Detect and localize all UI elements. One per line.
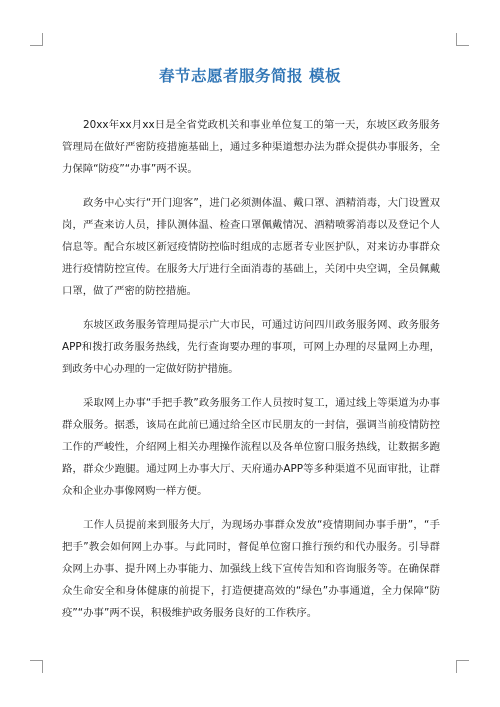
paragraph-1: 20xx年xx月xx日是全省党政机关和事业单位复工的第一天，东坡区政务服务管理局在做好严密防疫措施基础上，通过多种渠道想办法为群众提供办事服务，全力保障“防疫”“办事”两不误。 — [62, 119, 440, 175]
document-title: 春节志愿者服务简报 模板 — [159, 67, 341, 85]
crop-mark-top-left — [30, 33, 43, 46]
paragraph-5: 工作人员提前来到服务大厅，为现场办事群众发放“疫情期间办事手册”，“手把手”教会如何网上办事。与此同时，督促单位窗口推行预约和代办服务。引导群众网上办事、提升网上办事能力、加强线上线下宣传告知和咨询服务等。在确保群众生命安全和身体健康的前提下，打造便捷高效的“绿色”办事通道，全力保障“防疫”“办事”两不误，积极维护政务服务良好的工作秩序。 — [62, 519, 440, 619]
paragraph-3: 东坡区政务服务管理局提示广大市民，可通过访问四川政务服务网、政务服务APP和拨打政务服务热线，先行查询要办理的事项，可网上办理的尽量网上办理，到政务中心办理的一定做好防护措施。 — [62, 319, 440, 375]
paragraph-4: 采取网上办事“手把手教”政务服务工作人员按时复工，通过线上等渠道为办事群众服务。据悉，该局在此前已通过给全区市民朋友的一封信，强调当前疫情防控工作的严峻性，介绍网上相关办理操作流程以及各单位窗口服务热线，让数据多跑路，群众少跑腿。通过网上办事大厅、天府通办APP等多种渠道不见面审批，让群众和企业办事像网购一样方便。 — [62, 397, 440, 497]
crop-mark-top-right — [456, 33, 469, 46]
crop-mark-bottom-left — [30, 660, 43, 673]
paragraph-2: 政务中心实行“开门迎客”，进门必须测体温、戴口罩、酒精消毒，大门设置双岗，严查来访人员，排队测体温、检查口罩佩戴情况、酒精喷雾消毒以及登记个人信息等。配合东坡区新冠疫情防控临时组成的志愿者专业医护队，对来访办事群众进行疫情防控宣传。在服务大厅进行全面消毒的基础上，关闭中央空调，全员佩戴口罩，做了严密的防控措施。 — [62, 197, 440, 297]
crop-mark-bottom-right — [456, 660, 469, 673]
document-body — [62, 114, 440, 636]
